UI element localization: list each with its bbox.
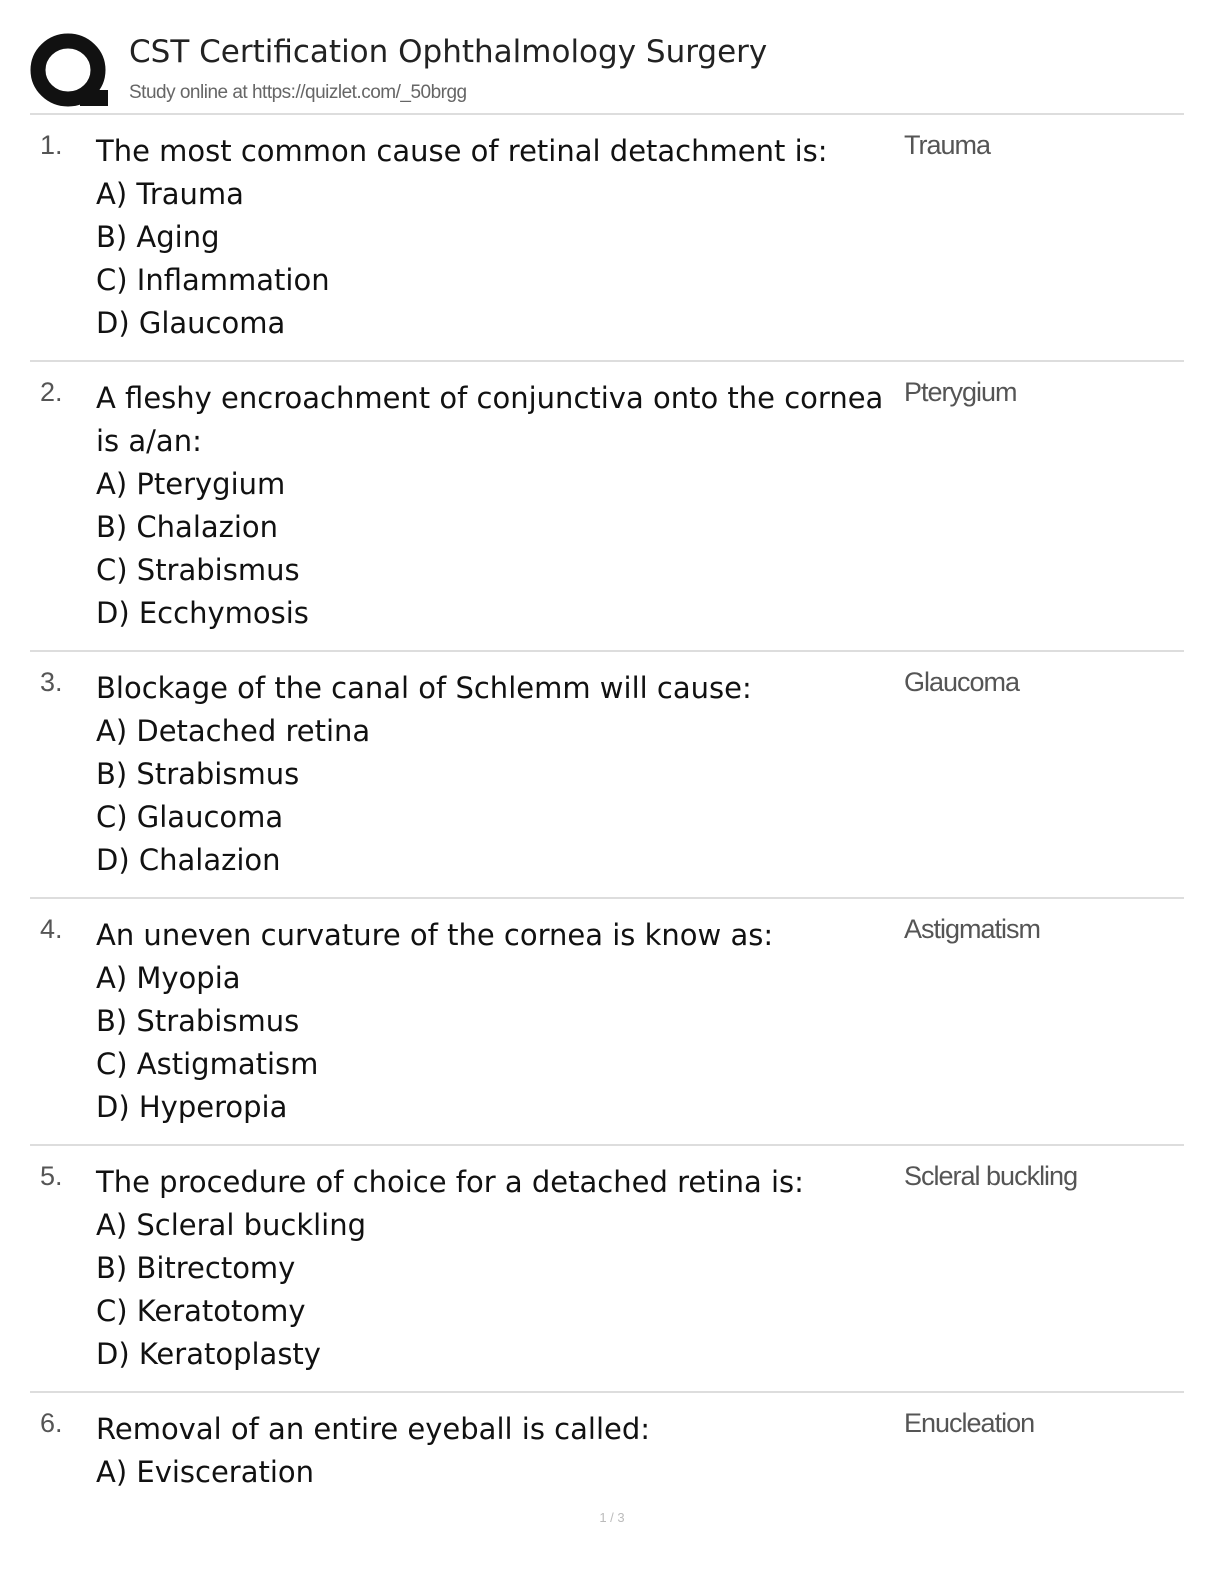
answer-option: A) Scleral buckling xyxy=(96,1208,367,1242)
header-divider xyxy=(30,113,1184,115)
question-text: A fleshy encroachment of conjunctiva onto the cornea xyxy=(96,381,884,415)
question-text: Removal of an entire eyeball is called: xyxy=(96,1412,651,1446)
answer-option: C) Strabismus xyxy=(96,553,300,587)
answer-option: is a/an: xyxy=(96,424,202,458)
card-answer: Glaucoma xyxy=(904,667,1020,697)
card-question xyxy=(96,1408,902,1494)
answer-option: D) Ecchymosis xyxy=(96,596,309,630)
question-text: An uneven curvature of the cornea is know as: xyxy=(96,918,774,952)
answer-option: D) Keratoplasty xyxy=(96,1337,321,1371)
answer-option: D) Hyperopia xyxy=(96,1090,288,1124)
quizlet-logo-icon xyxy=(30,32,108,110)
answer-option: A) Detached retina xyxy=(96,714,371,748)
card-number: 3. xyxy=(40,667,63,697)
card-question xyxy=(96,377,902,635)
card-number: 6. xyxy=(40,1408,63,1438)
answer-option: A) Evisceration xyxy=(96,1455,315,1489)
card-answer: Pterygium xyxy=(904,377,1017,407)
card-number: 5. xyxy=(40,1161,63,1191)
answer-option: A) Myopia xyxy=(96,961,241,995)
page-title: CST Certification Ophthalmology Surgery xyxy=(129,34,768,70)
page-number: 1 / 3 xyxy=(599,1510,625,1525)
question-text: Blockage of the canal of Schlemm will cause: xyxy=(96,671,752,705)
card-divider xyxy=(30,897,1184,899)
card-divider xyxy=(30,650,1184,652)
answer-option: B) Bitrectomy xyxy=(96,1251,296,1285)
answer-option: C) Astigmatism xyxy=(96,1047,319,1081)
card-question xyxy=(96,130,902,345)
answer-option: B) Strabismus xyxy=(96,757,300,791)
answer-option: B) Chalazion xyxy=(96,510,279,544)
card-number: 2. xyxy=(40,377,63,407)
page-header xyxy=(30,28,1184,114)
page-subtitle: Study online at https://quizlet.com/_50brgg xyxy=(129,82,467,103)
answer-option: B) Strabismus xyxy=(96,1004,300,1038)
card-number: 4. xyxy=(40,914,63,944)
card-answer: Scleral buckling xyxy=(904,1161,1078,1191)
card-question xyxy=(96,667,902,882)
card-question xyxy=(96,1161,902,1376)
answer-option: A) Trauma xyxy=(96,177,244,211)
answer-option: D) Glaucoma xyxy=(96,306,286,340)
card-divider xyxy=(30,1144,1184,1146)
answer-option: C) Glaucoma xyxy=(96,800,284,834)
answer-option: C) Keratotomy xyxy=(96,1294,306,1328)
question-text: The procedure of choice for a detached retina is: xyxy=(96,1165,804,1199)
question-text: The most common cause of retinal detachment is: xyxy=(96,134,828,168)
card-question xyxy=(96,914,902,1129)
card-answer: Enucleation xyxy=(904,1408,1035,1438)
answer-option: B) Aging xyxy=(96,220,220,254)
answer-option: C) Inflammation xyxy=(96,263,330,297)
card-number: 1. xyxy=(40,130,63,160)
card-divider xyxy=(30,360,1184,362)
card-answer: Trauma xyxy=(904,130,991,160)
answer-option: A) Pterygium xyxy=(96,467,286,501)
answer-option: D) Chalazion xyxy=(96,843,281,877)
card-answer: Astigmatism xyxy=(904,914,1041,944)
card-divider xyxy=(30,1391,1184,1393)
